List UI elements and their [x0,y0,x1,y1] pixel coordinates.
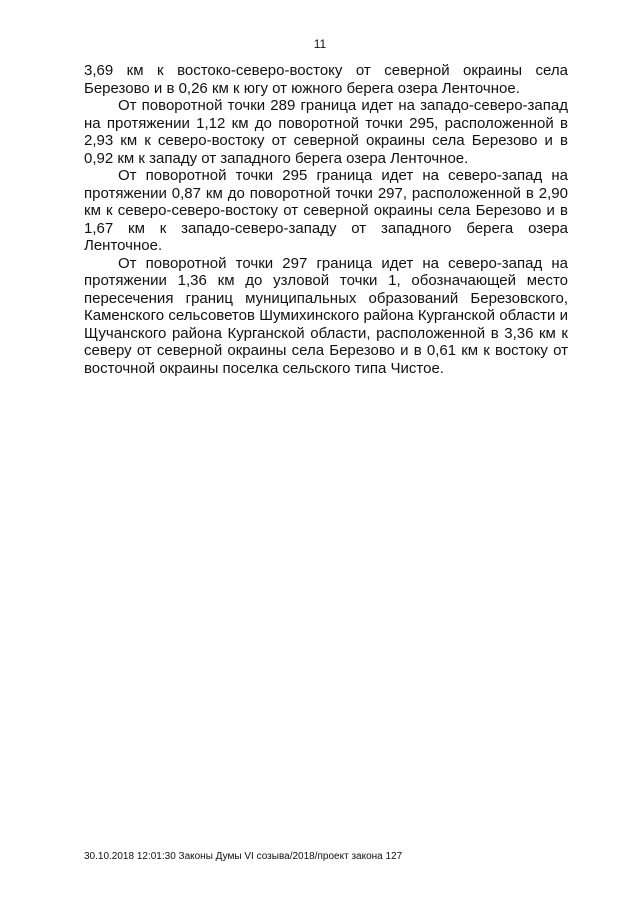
paragraph-point-289: От поворотной точки 289 граница идет на западо-северо-запад на протяжении 1,12 км до поворотной точки 295, расположенной в 2,93 км к северо-востоку от северной окраины села Березово и в 0,92 км к западу от западного берега озера Ленточное. [84,97,568,167]
paragraph-point-295: От поворотной точки 295 граница идет на северо-запад на протяжении 0,87 км до поворотной точки 297, расположенной в 2,90 км к северо-северо-востоку от северной окраины села Березово и в 1,67 км к западо-северо-западу от западного берега озера Ленточное. [84,167,568,254]
page-number: 11 [313,37,327,51]
paragraph-point-297: От поворотной точки 297 граница идет на северо-запад на протяжении 1,36 км до узловой точки 1, обозначающей место пересечения границ муниципальных образований Березовского, Каменского сельсоветов Шумихинского района Курганской области и Щучанского района Курганской области, расположенной в 3,36 км к северу от северной окраины села Березово и в 0,61 км к востоку от восточной окраины поселка сельского типа Чистое. [84,254,568,377]
document-footer: 30.10.2018 12:01:30 Законы Думы VI созыва/2018/проект закона 127 [84,851,403,862]
paragraph-continuation: 3,69 км к востоко-северо-востоку от северной окраины села Березово и в 0,26 км к югу от южного берега озера Ленточное. [84,62,568,97]
document-body [84,62,568,377]
